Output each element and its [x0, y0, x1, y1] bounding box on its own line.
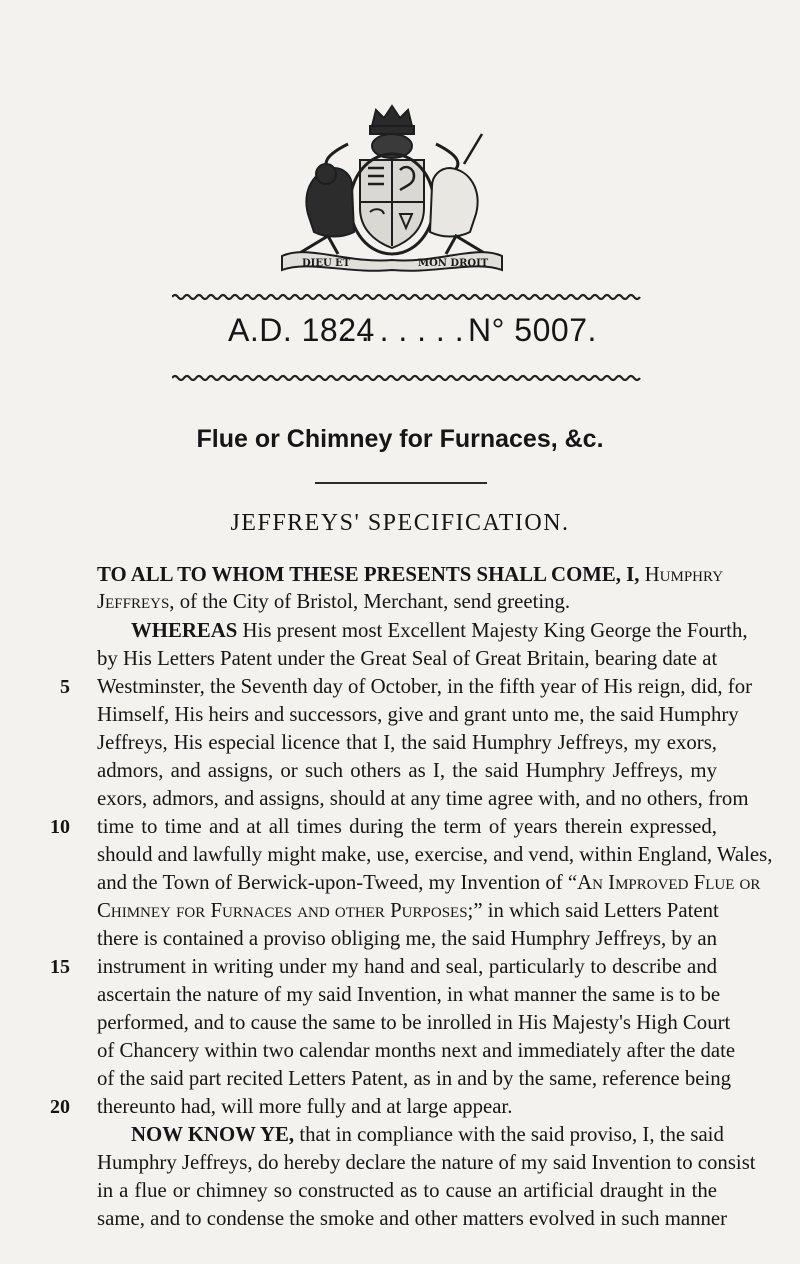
text-line: thereunto had, will more fully and at large appear.	[97, 1095, 513, 1118]
text-line: there is contained a proviso obliging me, the said Humphry Jeffreys, by an	[97, 927, 717, 950]
text-line: Chimney for Furnaces and other Purposes;” in which said Letters Patent	[97, 899, 719, 922]
patent-heading	[228, 312, 628, 356]
text-line: WHEREAS His present most Excellent Majesty King George the Fourth,	[131, 619, 748, 642]
text-line: time to time and at all times during the term of years therein expressed,	[97, 815, 717, 838]
royal-coat-of-arms	[268, 104, 516, 274]
patent-title: Flue or Chimney for Furnaces, &c.	[196, 425, 604, 453]
patent-number: N° 5007.	[468, 312, 597, 348]
text-line: instrument in writing under my hand and seal, particularly to describe and	[97, 955, 717, 978]
text-line: of the said part recited Letters Patent, as in and by the same, reference being	[97, 1067, 732, 1090]
coat-of-arms-icon	[268, 104, 516, 274]
text-line: in a flue or chimney so constructed as to cause an artificial draught in the	[97, 1179, 717, 1202]
text-line: admors, and assigns, or such others as I, the said Humphry Jeffreys, my	[97, 759, 717, 782]
line-number: 10	[50, 816, 70, 838]
text-line: Jeffreys, of the City of Bristol, Merchant, send greeting.	[97, 590, 571, 613]
text-line: and the Town of Berwick-upon-Tweed, my Invention of “An Improved Flue or	[97, 871, 761, 894]
bottom-ornamental-rule	[172, 374, 642, 382]
patent-year: A.D. 1824	[228, 312, 375, 348]
text-line: TO ALL TO WHOM THESE PRESENTS SHALL COME, I, Humphry	[97, 563, 724, 586]
motto-right: MON DROIT	[418, 258, 489, 269]
text-line: exors, admors, and assigns, should at any time agree with, and no others, from	[97, 787, 749, 810]
text-line: NOW KNOW YE, that in compliance with the said proviso, I, the said	[131, 1123, 724, 1146]
line-number: 15	[50, 956, 70, 978]
line-number: 20	[50, 1096, 70, 1118]
text-line: should and lawfully might make, use, exercise, and vend, within England, Wales,	[97, 843, 773, 866]
top-ornamental-rule	[172, 293, 642, 301]
text-line: ascertain the nature of my said Invention, in what manner the same is to be	[97, 983, 721, 1006]
text-line: Jeffreys, His especial licence that I, the said Humphry Jeffreys, my exors,	[97, 731, 717, 754]
dot-leader: . . . . . . .	[342, 312, 465, 348]
text-line: Westminster, the Seventh day of October, in the fifth year of His reign, did, for	[97, 675, 753, 698]
text-line: by His Letters Patent under the Great Seal of Great Britain, bearing date at	[97, 647, 718, 670]
motto-left: DIEU ET	[302, 258, 351, 269]
text-line: of Chancery within two calendar months next and immediately after the date	[97, 1039, 736, 1062]
specification-title: JEFFREYS' SPECIFICATION.	[230, 510, 570, 536]
text-line: same, and to condense the smoke and other matters evolved in such manner	[97, 1207, 728, 1230]
text-line: Humphry Jeffreys, do hereby declare the nature of my said Invention to consist	[97, 1151, 756, 1174]
line-number: 5	[60, 676, 70, 698]
text-line: performed, and to cause the same to be inrolled in His Majesty's High Court	[97, 1011, 731, 1034]
title-divider	[315, 482, 487, 484]
text-line: Himself, His heirs and successors, give and grant unto me, the said Humphry	[97, 703, 739, 726]
